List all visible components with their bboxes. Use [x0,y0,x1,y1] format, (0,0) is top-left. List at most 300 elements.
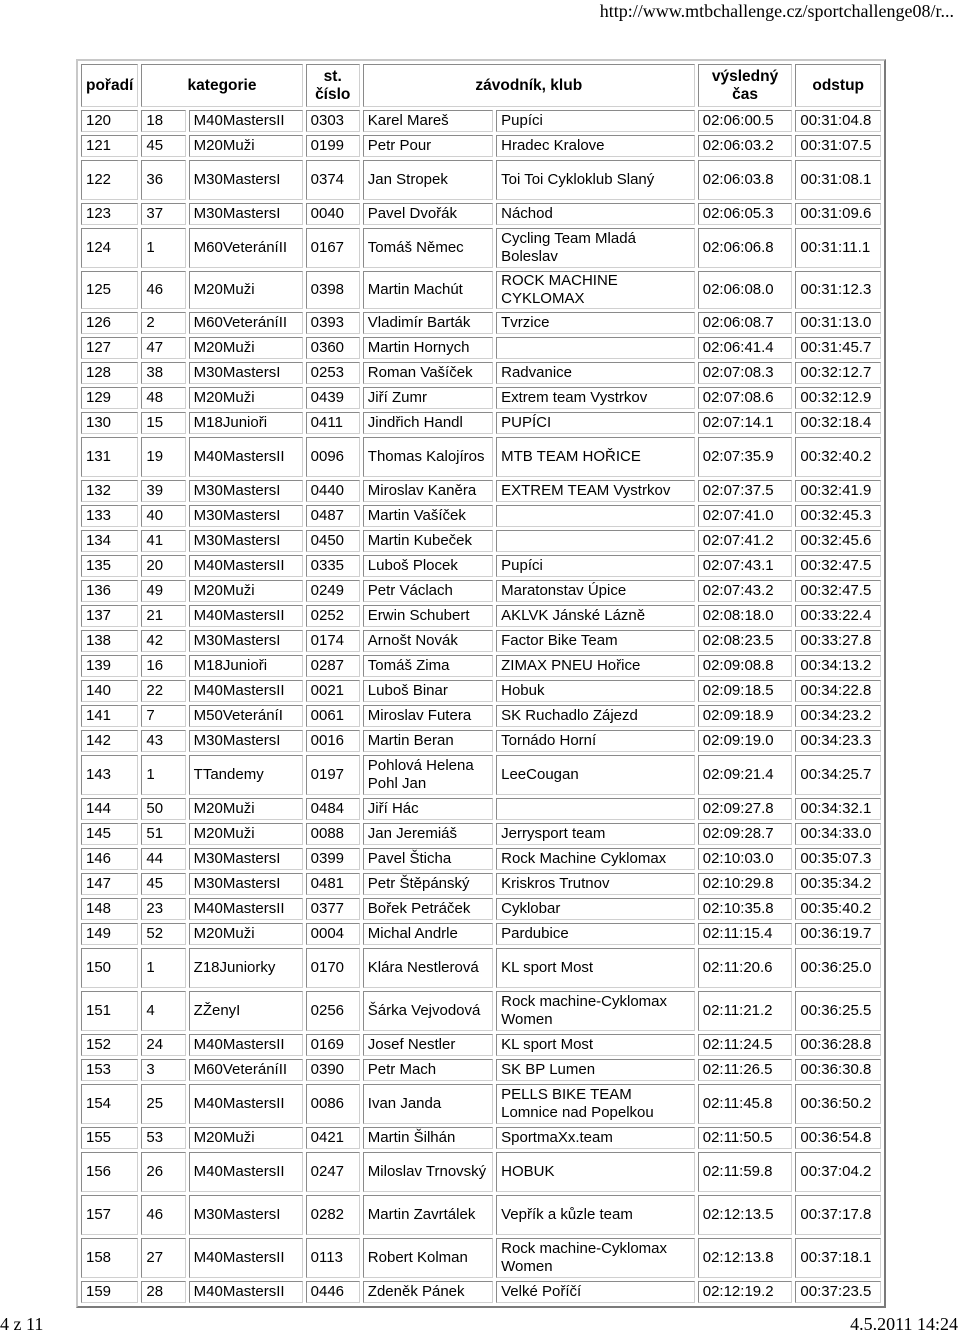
table-row [81,135,881,157]
rank-cell: 148 [81,898,138,920]
category-rank-cell: 28 [141,1281,185,1303]
category-cell: M60VeteráníII [189,228,303,268]
category-cell: M30MastersI [189,1195,303,1235]
result-time-cell: 02:09:19.0 [698,730,793,752]
table-row [81,991,881,1031]
gap-cell: 00:32:47.5 [795,580,881,602]
rank-cell: 122 [81,160,138,200]
club-cell: Rock machine-Cyklomax Women [496,991,695,1031]
table-row [81,437,881,477]
table-row [81,480,881,502]
table-row [81,730,881,752]
racer-name-cell: Tomáš Zima [363,655,493,677]
category-cell: M40MastersII [189,437,303,477]
gap-cell: 00:36:25.0 [795,948,881,988]
start-number-cell: 0021 [306,680,360,702]
gap-cell: 00:32:40.2 [795,437,881,477]
rank-cell: 129 [81,387,138,409]
racer-name-cell: Miroslav Kaněra [363,480,493,502]
racer-name-cell: Robert Kolman [363,1238,493,1278]
table-row [81,680,881,702]
start-number-cell: 0399 [306,848,360,870]
category-cell: M20Muži [189,823,303,845]
rank-cell: 156 [81,1152,138,1192]
club-cell: Kriskros Trutnov [496,873,695,895]
racer-name-cell: Petr Václach [363,580,493,602]
table-row [81,898,881,920]
racer-name-cell: Jan Jeremiáš [363,823,493,845]
result-time-cell: 02:07:41.2 [698,530,793,552]
result-time-cell: 02:10:29.8 [698,873,793,895]
category-rank-cell: 50 [141,798,185,820]
result-time-cell: 02:11:50.5 [698,1127,793,1149]
result-time-cell: 02:08:23.5 [698,630,793,652]
start-number-cell: 0484 [306,798,360,820]
racer-name-cell: Martin Kubeček [363,530,493,552]
gap-cell: 00:34:33.0 [795,823,881,845]
racer-name-cell: Ivan Janda [363,1084,493,1124]
header-result-time: výsledný čas [698,64,793,107]
table-row [81,1084,881,1124]
results-table [76,59,886,1308]
category-rank-cell: 1 [141,228,185,268]
start-number-cell: 0016 [306,730,360,752]
category-rank-cell: 41 [141,530,185,552]
gap-cell: 00:35:40.2 [795,898,881,920]
category-rank-cell: 53 [141,1127,185,1149]
start-number-cell: 0360 [306,337,360,359]
gap-cell: 00:36:30.8 [795,1059,881,1081]
start-number-cell: 0253 [306,362,360,384]
start-number-cell: 0377 [306,898,360,920]
category-rank-cell: 15 [141,412,185,434]
rank-cell: 153 [81,1059,138,1081]
rank-cell: 150 [81,948,138,988]
club-cell: Factor Bike Team [496,630,695,652]
category-cell: M60VeteráníII [189,1059,303,1081]
header-gap: odstup [795,64,881,107]
table-row [81,1152,881,1192]
header-racer-club: závodník, klub [363,64,695,107]
category-cell: M30MastersI [189,530,303,552]
racer-name-cell: Petr Štěpánský [363,873,493,895]
category-cell: M40MastersII [189,1238,303,1278]
category-cell: M30MastersI [189,630,303,652]
racer-name-cell: Jan Stropek [363,160,493,200]
start-number-cell: 0374 [306,160,360,200]
category-rank-cell: 21 [141,605,185,627]
gap-cell: 00:33:27.8 [795,630,881,652]
category-rank-cell: 1 [141,948,185,988]
racer-name-cell: Pavel Šticha [363,848,493,870]
category-rank-cell: 46 [141,1195,185,1235]
rank-cell: 139 [81,655,138,677]
club-cell: Vepřík a kůzle team [496,1195,695,1235]
rank-cell: 155 [81,1127,138,1149]
category-cell: M40MastersII [189,1152,303,1192]
category-rank-cell: 1 [141,755,185,795]
result-time-cell: 02:11:20.6 [698,948,793,988]
racer-name-cell: Martin Šilhán [363,1127,493,1149]
gap-cell: 00:34:23.2 [795,705,881,727]
start-number-cell: 0450 [306,530,360,552]
start-number-cell: 0446 [306,1281,360,1303]
rank-cell: 133 [81,505,138,527]
category-rank-cell: 22 [141,680,185,702]
rank-cell: 146 [81,848,138,870]
table-row [81,110,881,132]
category-cell: M50VeteráníI [189,705,303,727]
club-cell: Cycling Team Mladá Boleslav [496,228,695,268]
club-cell: PELLS BIKE TEAM Lomnice nad Popelkou [496,1084,695,1124]
gap-cell: 00:36:28.8 [795,1034,881,1056]
category-rank-cell: 3 [141,1059,185,1081]
table-row [81,605,881,627]
results-body [81,110,881,1303]
result-time-cell: 02:07:35.9 [698,437,793,477]
category-rank-cell: 36 [141,160,185,200]
table-row [81,580,881,602]
gap-cell: 00:32:45.3 [795,505,881,527]
start-number-cell: 0040 [306,203,360,225]
start-number-cell: 0004 [306,923,360,945]
club-cell: MTB TEAM HOŘICE [496,437,695,477]
racer-name-cell: Šárka Vejvodová [363,991,493,1031]
gap-cell: 00:36:50.2 [795,1084,881,1124]
racer-name-cell: Erwin Schubert [363,605,493,627]
category-cell: M20Muži [189,580,303,602]
result-time-cell: 02:07:43.2 [698,580,793,602]
result-time-cell: 02:06:05.3 [698,203,793,225]
table-row [81,203,881,225]
start-number-cell: 0411 [306,412,360,434]
gap-cell: 00:33:22.4 [795,605,881,627]
rank-cell: 141 [81,705,138,727]
table-row [81,948,881,988]
racer-name-cell: Klára Nestlerová [363,948,493,988]
result-time-cell: 02:12:13.5 [698,1195,793,1235]
rank-cell: 151 [81,991,138,1031]
table-row [81,271,881,309]
racer-name-cell: Martin Vašíček [363,505,493,527]
club-cell: Cyklobar [496,898,695,920]
gap-cell: 00:34:25.7 [795,755,881,795]
category-cell: M60VeteráníII [189,312,303,334]
table-row [81,337,881,359]
start-number-cell: 0256 [306,991,360,1031]
category-rank-cell: 16 [141,655,185,677]
start-number-cell: 0096 [306,437,360,477]
racer-name-cell: Roman Vašíček [363,362,493,384]
table-row [81,362,881,384]
result-time-cell: 02:07:37.5 [698,480,793,502]
rank-cell: 128 [81,362,138,384]
club-cell: Pardubice [496,923,695,945]
category-cell: M20Muži [189,271,303,309]
category-cell: M30MastersI [189,505,303,527]
table-row [81,1238,881,1278]
gap-cell: 00:37:23.5 [795,1281,881,1303]
gap-cell: 00:31:45.7 [795,337,881,359]
result-time-cell: 02:06:00.5 [698,110,793,132]
rank-cell: 144 [81,798,138,820]
rank-cell: 124 [81,228,138,268]
gap-cell: 00:37:17.8 [795,1195,881,1235]
category-rank-cell: 46 [141,271,185,309]
club-cell: Rock Machine Cyklomax [496,848,695,870]
result-time-cell: 02:07:43.1 [698,555,793,577]
start-number-cell: 0390 [306,1059,360,1081]
club-cell: Extrem team Vystrkov [496,387,695,409]
gap-cell: 00:37:04.2 [795,1152,881,1192]
table-row [81,312,881,334]
gap-cell: 00:32:47.5 [795,555,881,577]
rank-cell: 127 [81,337,138,359]
gap-cell: 00:35:07.3 [795,848,881,870]
table-row [81,655,881,677]
category-rank-cell: 45 [141,873,185,895]
result-time-cell: 02:07:41.0 [698,505,793,527]
racer-name-cell: Pavel Dvořák [363,203,493,225]
rank-cell: 135 [81,555,138,577]
racer-name-cell: Miloslav Trnovský [363,1152,493,1192]
club-cell: AKLVK Jánské Lázně [496,605,695,627]
club-cell [496,337,695,359]
racer-name-cell: Jindřich Handl [363,412,493,434]
category-rank-cell: 42 [141,630,185,652]
rank-cell: 125 [81,271,138,309]
result-time-cell: 02:09:27.8 [698,798,793,820]
category-rank-cell: 37 [141,203,185,225]
start-number-cell: 0287 [306,655,360,677]
category-rank-cell: 51 [141,823,185,845]
rank-cell: 143 [81,755,138,795]
gap-cell: 00:36:19.7 [795,923,881,945]
racer-name-cell: Luboš Binar [363,680,493,702]
gap-cell: 00:36:25.5 [795,991,881,1031]
result-time-cell: 02:11:21.2 [698,991,793,1031]
category-cell: M20Muži [189,923,303,945]
category-cell: M30MastersI [189,203,303,225]
result-time-cell: 02:11:26.5 [698,1059,793,1081]
result-time-cell: 02:11:59.8 [698,1152,793,1192]
category-cell: TTandemy [189,755,303,795]
table-row [81,755,881,795]
club-cell: Velké Poříčí [496,1281,695,1303]
table-row [81,798,881,820]
gap-cell: 00:34:32.1 [795,798,881,820]
start-number-cell: 0481 [306,873,360,895]
gap-cell: 00:32:12.7 [795,362,881,384]
rank-cell: 140 [81,680,138,702]
start-number-cell: 0393 [306,312,360,334]
category-rank-cell: 43 [141,730,185,752]
gap-cell: 00:31:09.6 [795,203,881,225]
rank-cell: 126 [81,312,138,334]
club-cell: Rock machine-Cyklomax Women [496,1238,695,1278]
result-time-cell: 02:10:03.0 [698,848,793,870]
club-cell: KL sport Most [496,1034,695,1056]
gap-cell: 00:34:22.8 [795,680,881,702]
page-url: http://www.mtbchallenge.cz/sportchallenge08/r... [599,1,954,21]
start-number-cell: 0113 [306,1238,360,1278]
category-cell: Z18Juniorky [189,948,303,988]
rank-cell: 145 [81,823,138,845]
table-row [81,228,881,268]
gap-cell: 00:31:13.0 [795,312,881,334]
club-cell: Maratonstav Úpice [496,580,695,602]
rank-cell: 158 [81,1238,138,1278]
rank-cell: 147 [81,873,138,895]
start-number-cell: 0167 [306,228,360,268]
category-rank-cell: 2 [141,312,185,334]
category-rank-cell: 38 [141,362,185,384]
club-cell: KL sport Most [496,948,695,988]
racer-name-cell: Martin Hornych [363,337,493,359]
table-row [81,387,881,409]
result-time-cell: 02:12:13.8 [698,1238,793,1278]
gap-cell: 00:31:12.3 [795,271,881,309]
start-number-cell: 0086 [306,1084,360,1124]
start-number-cell: 0088 [306,823,360,845]
racer-name-cell: Martin Beran [363,730,493,752]
gap-cell: 00:32:18.4 [795,412,881,434]
club-cell: Náchod [496,203,695,225]
club-cell: Jerrysport team [496,823,695,845]
racer-name-cell: Michal Andrle [363,923,493,945]
start-number-cell: 0282 [306,1195,360,1235]
rank-cell: 136 [81,580,138,602]
gap-cell: 00:31:04.8 [795,110,881,132]
result-time-cell: 02:07:08.3 [698,362,793,384]
header-rank: pořadí [81,64,138,107]
racer-name-cell: Zdeněk Pánek [363,1281,493,1303]
start-number-cell: 0169 [306,1034,360,1056]
racer-name-cell: Pohlová Helena Pohl Jan [363,755,493,795]
page-counter: 4 z 11 [0,1314,44,1334]
category-rank-cell: 7 [141,705,185,727]
start-number-cell: 0440 [306,480,360,502]
start-number-cell: 0247 [306,1152,360,1192]
club-cell: SportmaXx.team [496,1127,695,1149]
gap-cell: 00:32:45.6 [795,530,881,552]
club-cell [496,505,695,527]
gap-cell: 00:37:18.1 [795,1238,881,1278]
result-time-cell: 02:12:19.2 [698,1281,793,1303]
gap-cell: 00:34:13.2 [795,655,881,677]
racer-name-cell: Petr Pour [363,135,493,157]
racer-name-cell: Petr Mach [363,1059,493,1081]
result-time-cell: 02:09:21.4 [698,755,793,795]
table-row [81,1281,881,1303]
result-time-cell: 02:11:24.5 [698,1034,793,1056]
category-cell: M30MastersI [189,730,303,752]
table-row [81,873,881,895]
club-cell: Pupíci [496,110,695,132]
category-cell: M30MastersI [189,362,303,384]
category-cell: M18Junioři [189,412,303,434]
rank-cell: 130 [81,412,138,434]
table-row [81,1059,881,1081]
result-time-cell: 02:08:18.0 [698,605,793,627]
rank-cell: 138 [81,630,138,652]
category-rank-cell: 39 [141,480,185,502]
racer-name-cell: Karel Mareš [363,110,493,132]
category-rank-cell: 24 [141,1034,185,1056]
racer-name-cell: Josef Nestler [363,1034,493,1056]
gap-cell: 00:32:12.9 [795,387,881,409]
start-number-cell: 0487 [306,505,360,527]
rank-cell: 157 [81,1195,138,1235]
racer-name-cell: Bořek Petráček [363,898,493,920]
category-rank-cell: 40 [141,505,185,527]
result-time-cell: 02:11:45.8 [698,1084,793,1124]
start-number-cell: 0335 [306,555,360,577]
table-row [81,848,881,870]
category-cell: M20Muži [189,337,303,359]
start-number-cell: 0252 [306,605,360,627]
category-cell: M40MastersII [189,555,303,577]
rank-cell: 142 [81,730,138,752]
category-cell: M30MastersI [189,848,303,870]
table-row [81,555,881,577]
rank-cell: 152 [81,1034,138,1056]
table-row [81,505,881,527]
racer-name-cell: Thomas Kalojíros [363,437,493,477]
table-row [81,630,881,652]
racer-name-cell: Martin Machút [363,271,493,309]
result-time-cell: 02:06:08.0 [698,271,793,309]
rank-cell: 120 [81,110,138,132]
table-row [81,705,881,727]
club-cell: ZIMAX PNEU Hořice [496,655,695,677]
print-datetime: 4.5.2011 14:24 [850,1314,958,1334]
category-cell: M20Muži [189,1127,303,1149]
club-cell: Hradec Kralove [496,135,695,157]
result-time-cell: 02:11:15.4 [698,923,793,945]
category-cell: ZŽenyI [189,991,303,1031]
club-cell: Pupíci [496,555,695,577]
club-cell: SK Ruchadlo Zájezd [496,705,695,727]
racer-name-cell: Vladimír Barták [363,312,493,334]
category-rank-cell: 45 [141,135,185,157]
category-rank-cell: 48 [141,387,185,409]
start-number-cell: 0174 [306,630,360,652]
gap-cell: 00:31:11.1 [795,228,881,268]
club-cell [496,530,695,552]
category-rank-cell: 4 [141,991,185,1031]
result-time-cell: 02:07:14.1 [698,412,793,434]
category-rank-cell: 47 [141,337,185,359]
table-row [81,1034,881,1056]
result-time-cell: 02:07:08.6 [698,387,793,409]
start-number-cell: 0439 [306,387,360,409]
start-number-cell: 0061 [306,705,360,727]
rank-cell: 134 [81,530,138,552]
start-number-cell: 0303 [306,110,360,132]
category-cell: M18Junioři [189,655,303,677]
rank-cell: 123 [81,203,138,225]
club-cell: Tornádo Horní [496,730,695,752]
racer-name-cell: Luboš Plocek [363,555,493,577]
header-category: kategorie [141,64,302,107]
category-rank-cell: 44 [141,848,185,870]
result-time-cell: 02:06:08.7 [698,312,793,334]
category-cell: M40MastersII [189,898,303,920]
table-row [81,823,881,845]
racer-name-cell: Arnošt Novák [363,630,493,652]
category-rank-cell: 23 [141,898,185,920]
